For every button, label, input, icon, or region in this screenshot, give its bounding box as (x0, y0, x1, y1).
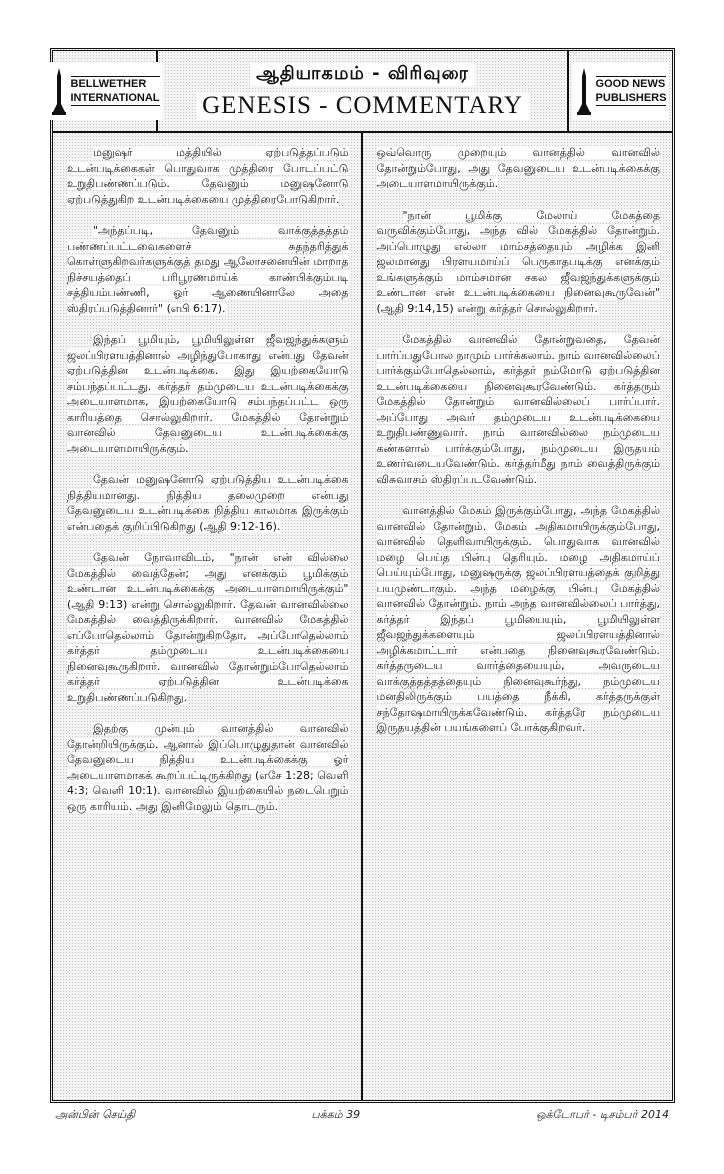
page-title-tamil: ஆதியாகமம் - விரிவுரை (250, 63, 475, 86)
paragraph (377, 503, 661, 736)
paragraph-text: மனுஷர் மத்தியில் ஏற்படுத்தப்படும் உடன்படிக்கைகள் பொதுவாக முத்திரை போடப்பட்டு உறுதிபண்ணப்படும். தேவனும் மனுஷனோடு ஏற்படுத்துகிற உடன்படிக்கையை முத்திரைபோடுகிறார். (67, 146, 349, 206)
left-column (53, 133, 363, 1100)
footer-issue-date: ஒக்டோபர் - டிசம்பர் 2014 (536, 1108, 669, 1121)
paragraph (67, 145, 349, 207)
left-logo-box (53, 51, 158, 131)
text-columns (53, 133, 672, 1100)
paragraph-text: தேவன் மனுஷனோடு ஏற்படுத்திய உடன்படிக்கை நித்தியமானது. நித்திய தலைமுறை என்பது தேவனுடைய உடன்படிக்கை நித்திய காலமாக இருக்கும் என்பதைக் குறிப்பிடுகிறது (ஆதி 9:12-16). (67, 473, 349, 533)
page-frame (50, 48, 675, 1103)
good-news-logo-text (596, 76, 667, 106)
paragraph (67, 223, 349, 316)
bellwether-logo-text (71, 76, 160, 106)
good-news-logo (572, 62, 670, 120)
paragraph-text: வானத்தில் மேகம் இருக்கும்போது, அந்த மேகத்தில் வானவில் தோன்றும். மேகம் அதிகமாயிருக்கும்போது, வானவில் தெளிவாயிருக்கும். பொதுவாக வானவில் மழை பெய்த பின்பு தெரியும். மழை அதிகமாய்ப் பெய்யும்போது, மனுஷருக்கு ஜலப்பிரளயத்தைக் குறித்து பயமுண்டாகும். அந்த மழைக்கு பின்பு மேகத்தில் வானவில் தோன்றும். நாம் அந்த வானவில்லைப் பார்த்து, கர்த்தர் இந்தப் பூமியையும், பூமியிலுள்ள ஜீவஜந்துக்களையும் ஜலப்பிரளயத்தினால் அழிக்கமாட்டார் என்பதை நினைவுகூரவேண்டும். கர்த்தருடைய வார்த்தையையும், அவருடைய வாக்குத்தத்தத்தையும் நினைவுகூர்ந்து, நம்முடைய மனதிலிருக்கும் பயத்தை நீக்கி, கர்த்தருக்குள் சந்தோஷமாயிருக்கவேண்டும். கர்த்தரே நம்முடைய இருதயத்தின் பயங்களைப் போக்குகிறவர். (376, 504, 660, 734)
bellwether-logo (47, 62, 163, 120)
paragraph (377, 208, 661, 317)
paragraph-continuation (377, 145, 661, 192)
paragraph-text: தேவன் நோவாவிடம், "நான் என் வில்லை மேகத்தில் வைத்தேன்; அது எனக்கும் பூமிக்கும் உண்டான உடன்படிக்கைக்கு அடையாளமாயிருக்கும்" (ஆதி 9:13) என்று சொல்லுகிறார். தேவன் வானவில்லை மேகத்தில் வைத்திருக்கிறார். வானவில் மேகத்தில் எப்போதெல்லாம் தோன்றுகிறதோ, அப்போதெல்லாம் கர்த்தர் தம்முடைய உடன்படிக்கையை நினைவுகூருகிறார். வானவில் தோன்றும்போதெல்லாம் கர்த்தர் ஏற்படுத்தின உடன்படிக்கை உறுதிபண்ணப்படுகிறது. (67, 551, 349, 704)
paragraph-text: மேகத்தில் வானவில் தோன்றுவதை, தேவன் பார்ப்பதுபோல நாமும் பார்க்கலாம். நாம் வானவில்லைப் பார்க்கும்போதெல்லாம், கர்த்தர் நம்மோடு ஏற்படுத்தின உடன்படிக்கையை நினைவுகூரவேண்டும். கர்த்தரும் மேகத்தில் தோன்றும் வானவில்லைப் பார்ப்பார். அப்போது அவர் தம்முடைய உடன்படிக்கையை உறுதிபண்ணுவார். நாம் வானவில்லை நம்முடைய கண்களால் பார்க்கும்போது, நம்முடைய இருதயம் உணர்வடையவேண்டும். கர்த்தர்மீது நாம் வைத்திருக்கும் விசுவாசம் ஸ்திரப்படவேண்டும். (376, 333, 660, 486)
good-news-logo-icon (575, 66, 593, 116)
paragraph-text: "அந்தப்படி, தேவனும் வாக்குத்தத்தம் பண்ணப்பட்டவைகளைச் சுதந்தரித்துக் கொள்ளுகிறவர்களுக்குத் தமது ஆலோசனையின் மாறாத நிச்சயத்தைப் பரிபூரணமாய்க் காண்பிக்கும்படி சத்தியம்பண்ணி, ஓர் ஆணையினாலே அதை ஸ்திரப்படுத்தினார்" (எபி 6:17). (67, 224, 349, 315)
paragraph-text: இந்தப் பூமியும், பூமியிலுள்ள ஜீவஜந்துக்களும் ஜலப்பிரளயத்தினால் அழிந்துபோகாது என்பது தேவன் ஏற்படுத்தின உடன்படிக்கை. இது இயற்கையோடு சம்பந்தப்பட்டது. கர்த்தர் தம்முடைய உடன்படிக்கைக்கு அடையாளமாக, இயற்கையோடு சம்பந்தப்பட்ட ஒரு காரியத்தை சொல்லுகிறார். மேகத்தில் தோன்றும் வானவில் தேவனுடைய உடன்படிக்கைக்கு அடையாளமாயிருக்கும். (67, 333, 349, 455)
right-logo-box (567, 51, 672, 131)
page-title-english: GENESIS - COMMENTARY (196, 92, 529, 120)
right-column (363, 133, 673, 1100)
page-header (53, 51, 672, 133)
paragraph (67, 550, 349, 705)
footer-publication-name: அன்பின் செய்தி (55, 1108, 136, 1121)
bellwether-logo-icon (50, 66, 68, 116)
paragraph (67, 332, 349, 456)
footer-page-number: பக்கம் 39 (311, 1108, 361, 1121)
page-footer (55, 1108, 669, 1126)
paragraph-text: "நான் பூமிக்கு மேலாய் மேகத்தை வருவிக்கும்போது, அந்த வில் மேகத்தில் தோன்றும். அப்பொழுது எல்லா மாம்சத்தையும் அழிக்க இனி ஜலமானது பிரளயமாய்ப் பெருகாதபடிக்கு எனக்கும் உங்களுக்கும் மாம்சமான சகல ஜீவஜந்துக்களுக்கும் உண்டான என் உடன்படிக்கையை நினைவுகூருவேன்" (ஆதி 9:14,15) என்று கர்த்தர் சொல்லுகிறார். (376, 208, 660, 315)
paragraph (67, 472, 349, 534)
title-block (158, 51, 567, 131)
paragraph-text: ஒவ்வொரு முறையும் வானத்தில் வானவில் தோன்றும்போது, அது தேவனுடைய உடன்படிக்கைக்கு அடையாளமாயிருக்கும். (376, 146, 660, 190)
right-logo-line2: PUBLISHERS (595, 92, 667, 104)
left-logo-line2: INTERNATIONAL (70, 92, 160, 104)
paragraph (67, 721, 349, 814)
paragraph-text: இதற்கு முன்பும் வானத்தில் வானவில் தோன்றியிருக்கும். ஆனால் இப்பொழுதுதான் வானவில் தேவனுடைய நித்திய உடன்படிக்கைக்கு ஓர் அடையாளமாகக் கூறப்பட்டிருக்கிறது (எசே 1:28; வெளி 4:3; வெளி 10:1). வானவில் இயற்கையில் நடைபெறும் ஒரு காரியம். அது இனிமேலும் தொடரும். (67, 722, 349, 813)
paragraph (377, 332, 661, 487)
right-logo-line1: GOOD NEWS (595, 78, 666, 90)
left-logo-line1: BELLWETHER (70, 78, 147, 90)
